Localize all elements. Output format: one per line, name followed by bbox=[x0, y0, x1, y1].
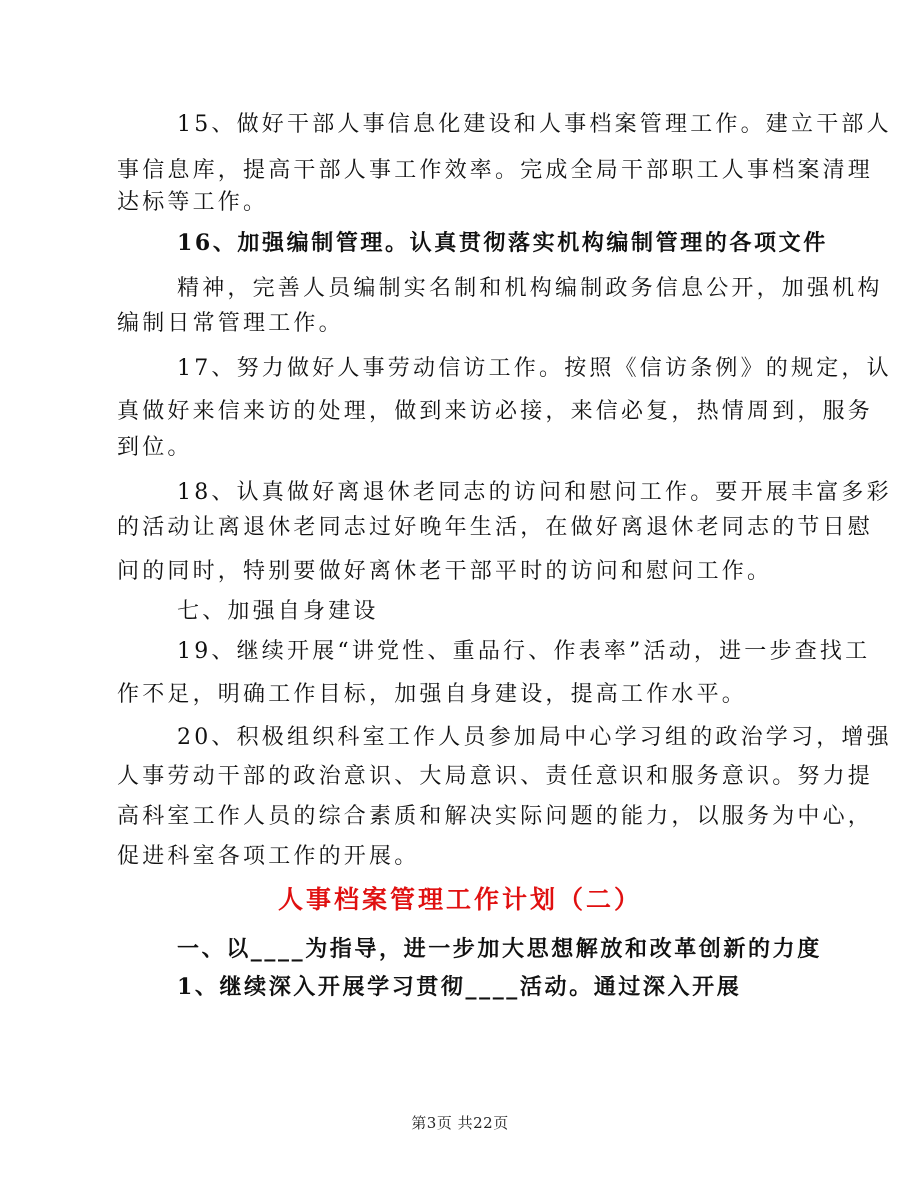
paragraph-17-line-2: 真做好来信来访的处理，做到来访必接，来信必复，热情周到，服务 bbox=[117, 399, 874, 424]
paragraph-18-line-3: 问的同时，特别要做好离休老干部平时的访问和慰问工作。 bbox=[117, 559, 773, 584]
page-number: 第3页 共22页 bbox=[411, 1114, 509, 1132]
paragraph-18-line-1: 18、认真做好离退休老同志的访问和慰问工作。要开展丰富多彩 bbox=[177, 480, 892, 505]
paragraph-17-line-1: 17、努力做好人事劳动信访工作。按照《信访条例》的规定，认 bbox=[177, 356, 892, 381]
paragraph-20-line-4: 促进科室各项工作的开展。 bbox=[117, 844, 420, 869]
paragraph-16-line-1: 16、加强编制管理。认真贯彻落实机构编制管理的各项文件 bbox=[177, 230, 828, 256]
paragraph-17-line-3: 到位。 bbox=[117, 435, 193, 460]
paragraph-19-line-2: 作不足，明确工作目标，加强自身建设，提高工作水平。 bbox=[117, 682, 748, 707]
paragraph-16-line-2: 精神，完善人员编制实名制和机构编制政务信息公开，加强机构 bbox=[177, 276, 883, 301]
paragraph-20-line-3: 高科室工作人员的综合素质和解决实际问题的能力，以服务为中心， bbox=[117, 804, 874, 829]
paragraph-16-line-3: 编制日常管理工作。 bbox=[117, 311, 344, 336]
section-2-item-1: 1、继续深入开展学习贯彻____活动。通过深入开展 bbox=[177, 974, 742, 1000]
section-title: 人事档案管理工作计划（二） bbox=[277, 885, 642, 914]
paragraph-15-line-2: 事信息库，提高干部人事工作效率。完成全局干部职工人事档案清理 bbox=[117, 158, 874, 183]
paragraph-15-line-3: 达标等工作。 bbox=[117, 190, 269, 215]
paragraph-15-line-1: 15、做好干部人事信息化建设和人事档案管理工作。建立干部人 bbox=[177, 112, 892, 137]
paragraph-20-line-1: 20、积极组织科室工作人员参加局中心学习组的政治学习，增强 bbox=[177, 725, 892, 750]
section-2-heading-1: 一、以____为指导，进一步加大思想解放和改革创新的力度 bbox=[177, 936, 822, 962]
section-7-heading: 七、加强自身建设 bbox=[177, 599, 379, 624]
paragraph-19-line-1: 19、继续开展“讲党性、重品行、作表率”活动，进一步查找工 bbox=[177, 639, 871, 664]
paragraph-20-line-2: 人事劳动干部的政治意识、大局意识、责任意识和服务意识。努力提 bbox=[117, 764, 874, 789]
paragraph-18-line-2: 的活动让离退休老同志过好晚年生活，在做好离退休老同志的节日慰 bbox=[117, 515, 874, 540]
